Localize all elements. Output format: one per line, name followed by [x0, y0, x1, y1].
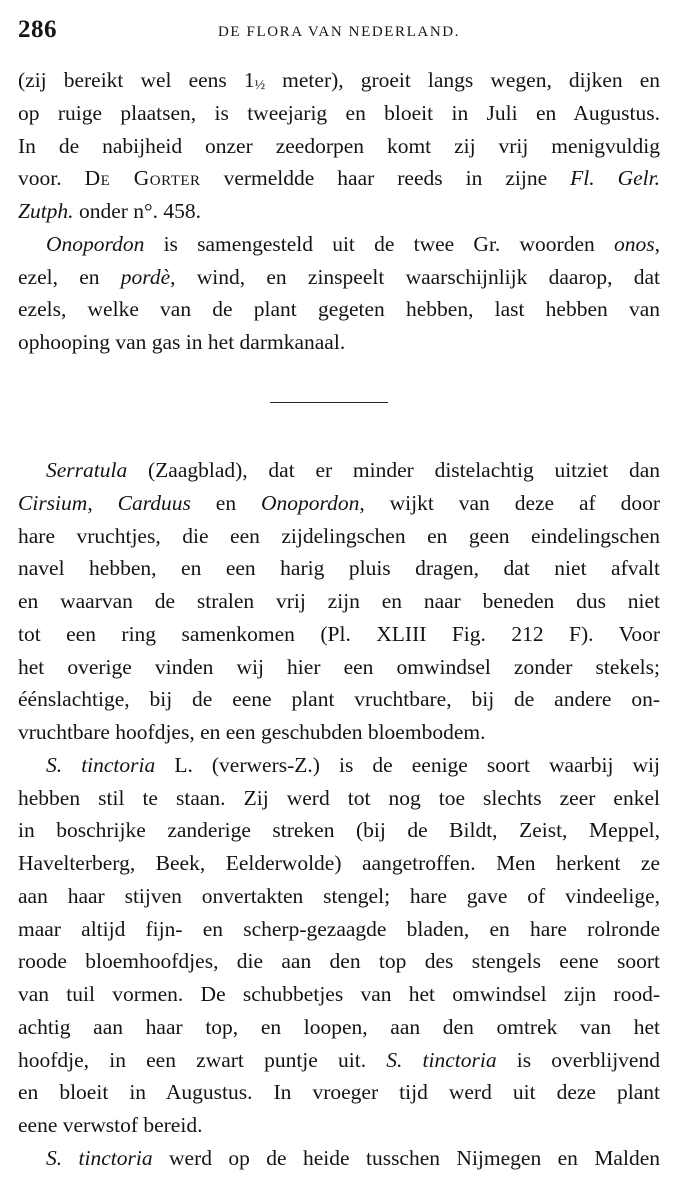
page-header [14, 14, 664, 48]
text-line: voor. De Gorter vermeldde haar reeds in zijne Fl. Gelr. [18, 166, 660, 191]
text-line: achtig aan haar top, en loopen, aan den omtrek van het [18, 1014, 660, 1039]
page-number: 286 [18, 16, 57, 43]
section-divider [270, 402, 388, 403]
book-title: Fl. Gelr. [570, 166, 660, 191]
text-line: éénslachtige, bij de eene plant vruchtbare, bij de andere on- [18, 687, 660, 712]
genus-name: Onopordon [46, 231, 145, 256]
species-name: S. tinctoria [386, 1047, 497, 1072]
text-line: S. tinctoria werd op de heide tusschen Nijmegen en Malden [46, 1145, 660, 1170]
text-line: Zutph. onder n°. 458. [18, 199, 201, 223]
text-line: eene verwstof bereid. [18, 1113, 203, 1137]
text-line: ophooping van gas in het darmkanaal. [18, 330, 346, 354]
greek-word: onos [614, 231, 655, 256]
text-line: aan haar stijven onvertakten stengel; hare gave of vindeelige, [18, 883, 660, 908]
text-line: hebben stil te staan. Zij werd tot nog toe slechts zeer enkel [18, 785, 660, 810]
text-line: vruchtbare hoofdjes, en een geschubden bloembodem. [18, 720, 486, 744]
text-line: op ruige plaatsen, is tweejarig en bloeit in Juli en Augustus. [18, 100, 660, 125]
text-line: en waarvan de stralen vrij zijn en naar beneden dus niet [18, 589, 660, 613]
text-line: Cirsium, Carduus en Onopordon, wijkt van deze af door [18, 490, 661, 515]
genus-name: Cirsium [18, 490, 88, 515]
text-line: Serratula (Zaagblad), dat er minder distelachtig uitziet dan [46, 458, 660, 482]
text-line: van tuil vormen. De schubbetjes van het omwindsel zijn rood- [18, 982, 660, 1006]
text-line: en bloeit in Augustus. In vroeger tijd werd uit deze plant [18, 1080, 660, 1105]
text-line: Onopordon is samengesteld uit de twee Gr. woorden onos, [46, 231, 660, 256]
text-line: in boschrijke zanderige streken (bij de Bildt, Zeist, Meppel, [18, 818, 660, 843]
text-line: ezels, welke van de plant gegeten hebben, last hebben van [18, 297, 660, 322]
species-name: S. tinctoria [46, 1145, 153, 1170]
text-line: S. tinctoria L. (verwers-Z.) is de eenige soort waarbij wij [46, 752, 660, 777]
section-serratula [18, 454, 660, 1175]
text-line: maar altijd fijn- en scherp-gezaagde bladen, en hare rolronde [18, 916, 660, 941]
text-line: Havelterberg, Beek, Eelderwolde) aangetroffen. Men herkent ze [18, 851, 660, 875]
text-line: In de nabijheid onzer zeedorpen komt zij vrij menigvuldig [18, 133, 660, 158]
text-line: tot een ring samenkomen (Pl. XLIII Fig. 212 F). Voor [18, 621, 660, 646]
text-line: (zij bereikt wel eens 1½ meter), groeit langs wegen, dijken en [18, 68, 660, 93]
text-line: hare vruchtjes, die een zijdelingschen en geen eindelingschen [18, 523, 660, 548]
text-line: het overige vinden wij hier een omwindsel zonder stekels; [18, 654, 660, 679]
text-line: hoofdje, in een zwart puntje uit. S. tinctoria is overblijvend [18, 1047, 660, 1072]
genus-name: Carduus [117, 490, 191, 515]
running-title: DE FLORA VAN NEDERLAND. [217, 24, 461, 40]
author-name: De Gorter [84, 166, 201, 191]
greek-word: pordè [120, 264, 171, 289]
text-line: ezel, en pordè, wind, en zinspeelt waarschijnlijk daarop, dat [18, 264, 660, 289]
text-line: navel hebben, en een harig pluis dragen, dat niet afvalt [18, 556, 660, 581]
section-onopordon [18, 64, 660, 359]
text-line: roode bloemhoofdjes, die aan den top des stengels eene soort [18, 949, 660, 974]
genus-name: Serratula [46, 458, 128, 482]
species-name: S. tinctoria [46, 752, 156, 777]
genus-name: Onopordon [261, 490, 360, 515]
book-title: Zutph. [18, 199, 74, 223]
fraction: ½ [254, 78, 266, 93]
